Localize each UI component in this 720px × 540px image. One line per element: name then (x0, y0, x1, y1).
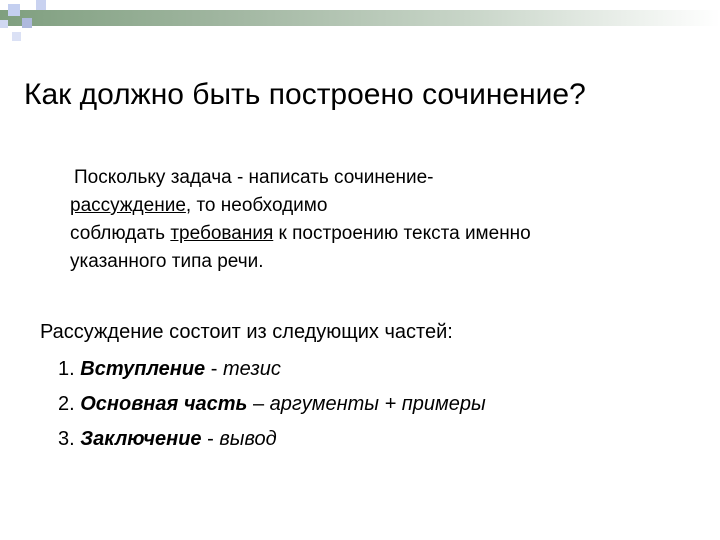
parts-list (58, 352, 486, 457)
decorative-square (8, 4, 20, 16)
list-item (58, 387, 486, 422)
list-item (58, 352, 486, 387)
link-rassuzhdenie[interactable]: рассуждение (70, 195, 186, 216)
paragraph-text: , то необходимо (185, 195, 328, 216)
item-number: 1. (58, 358, 75, 380)
parts-intro: Рассуждение состоит из следующих частей: (40, 321, 453, 343)
paragraph-text: соблюдать (70, 223, 171, 244)
list-item (58, 422, 486, 457)
item-name: Основная часть (80, 393, 248, 415)
item-separator: - (201, 428, 220, 450)
decorative-square (36, 0, 46, 10)
item-separator: – (247, 393, 270, 415)
paragraph-line-3 (70, 220, 690, 248)
paragraph-line-2 (70, 192, 690, 220)
item-number: 3. (58, 428, 75, 450)
paragraph-text: к построению текста именно (273, 223, 531, 244)
decorative-square (12, 32, 21, 41)
slide-title: Как должно быть построено сочинение? (24, 78, 586, 111)
item-name: Заключение (80, 428, 202, 450)
paragraph-line-4: указанного типа речи. (70, 251, 264, 272)
decorative-top-band (0, 10, 720, 26)
item-description: тезис (222, 358, 281, 380)
body-paragraph (70, 164, 690, 276)
decorative-square (22, 18, 32, 28)
item-separator: - (205, 358, 223, 380)
paragraph-line-1: Поскольку задача - написать сочинение- (74, 167, 434, 188)
decorative-square (0, 20, 8, 28)
item-number: 2. (58, 393, 75, 415)
item-description: аргументы + примеры (269, 393, 486, 415)
link-trebovaniya[interactable]: требования (170, 223, 274, 244)
item-description: вывод (219, 428, 277, 450)
item-name: Вступление (80, 358, 206, 380)
